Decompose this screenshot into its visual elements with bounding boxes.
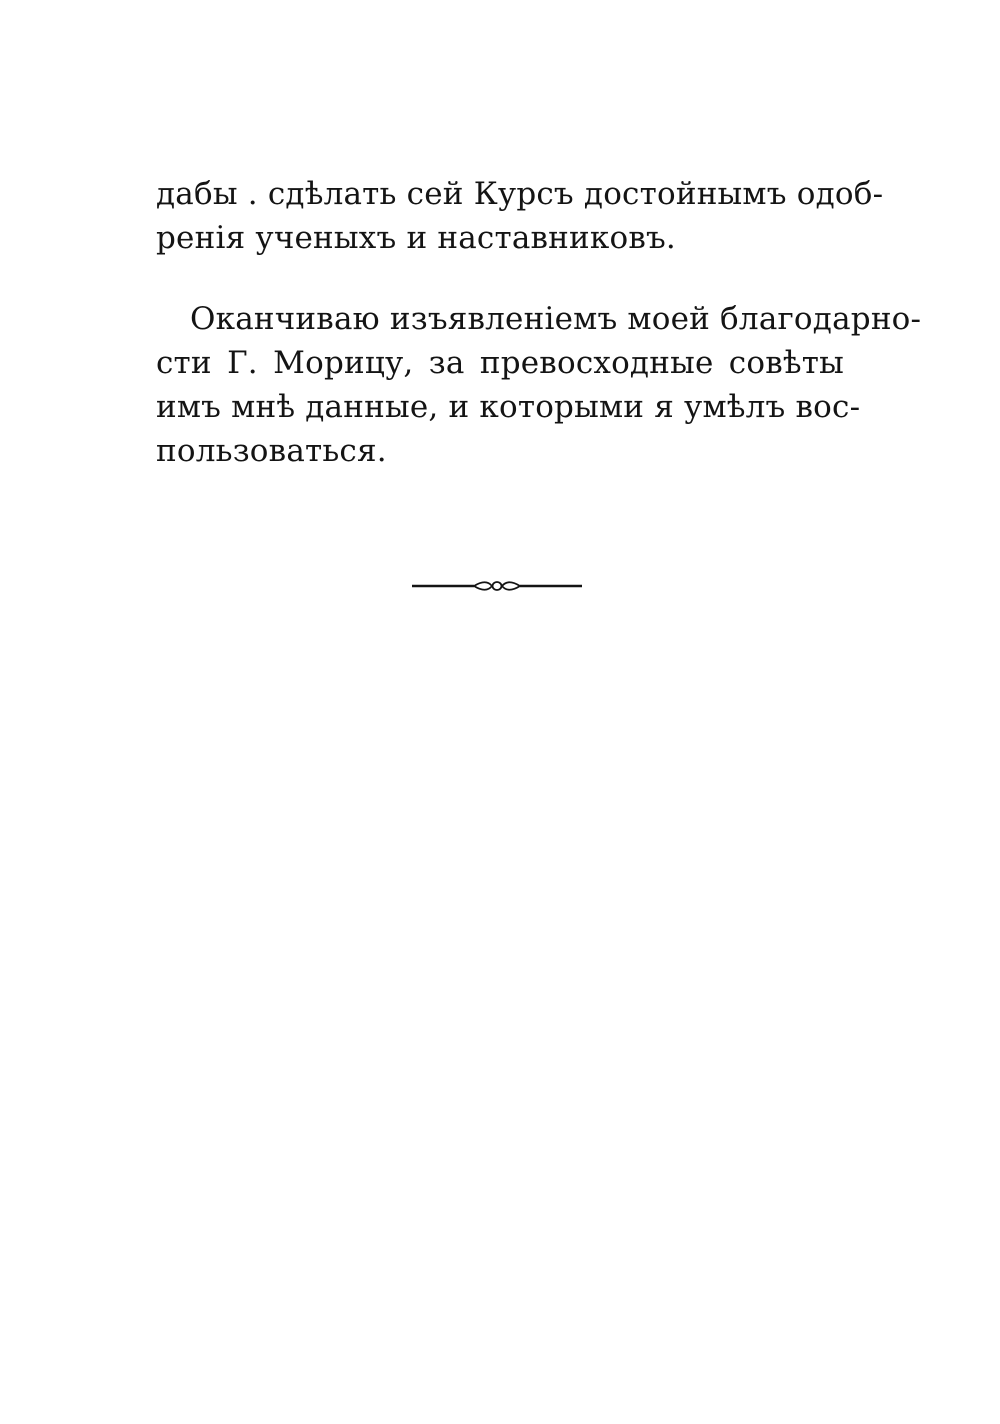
paragraph-acknowledgement [156, 297, 922, 473]
text-line: сти Г. Морицу, за превосходные совѣты [156, 345, 844, 381]
text-line: Оканчиваю изъявленіемъ моей благодарно- [190, 301, 922, 337]
text-line: ренія ученыхъ и наставниковъ. [156, 220, 676, 256]
decorative-divider-icon [412, 577, 582, 595]
text-line: имъ мнѣ данные, и которыми я умѣлъ вос- [156, 389, 861, 425]
text-line: дабы . сдѣлать сей Курсъ достойнымъ одоб- [156, 176, 884, 212]
text-line: пользоваться. [156, 433, 387, 469]
paragraph-closing-1 [156, 172, 884, 260]
